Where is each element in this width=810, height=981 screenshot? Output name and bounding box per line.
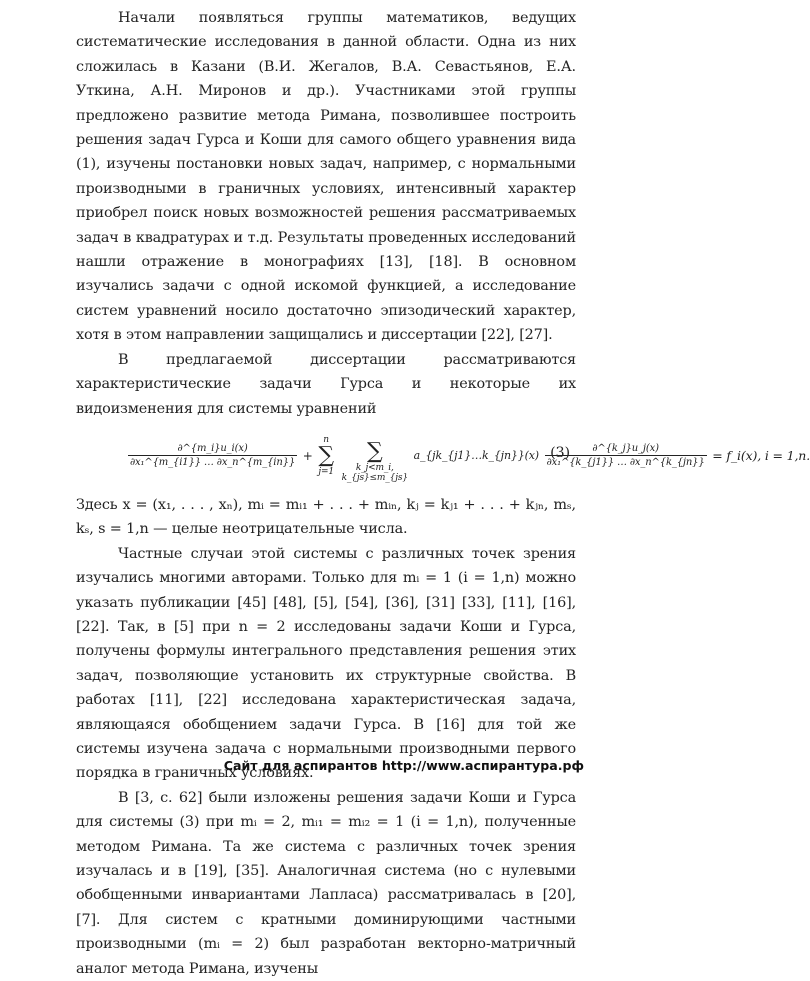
paragraph-2: В предлагаемой диссертации рассматриваются характеристические задачи Гурса и некоторые их видоизменения для системы уравнений [76,351,576,417]
fraction-rhs-denominator: ∂x₁^{k_{j1}} … ∂x_n^{k_{jn}} [546,457,705,469]
sum-k-lower-2: k_{js}≤m_{js} [341,472,408,483]
fraction-lhs-denominator: ∂x₁^{m_{i1}} … ∂x_n^{m_{in}} [130,457,296,469]
paragraph-4: Частные случаи этой системы с различных точек зрения изучались многими авторами. Только для mᵢ = 1 (i = 1,n) можно указать публикации [45] [48], [5], [54], [36], [31] [33], [11], [16], [22]. Так, в [5] при n = 2 исследованы задачи Коши и Гурса, получены формулы интегрального представления решения этих задач, позволяющие установить их структурные свойства. В работах [11], [22] исследована характеристическая задача, являющаяся обобщением задачи Гурса. В [16] для той же системы изучена задача с нормальными производными первого порядка в граничных условиях. [76,545,576,782]
fraction-lhs-numerator: ∂^{m_i}u_i(x) [128,442,297,456]
coefficient: a_{jk_{j1}…k_{jn}}(x) [413,448,539,462]
sum-j-lower: j=1 [318,466,334,477]
sigma-icon: ∑ [366,438,383,464]
sum-j-upper: n [323,434,329,445]
sum-k-lower-1: k_j<m_i, [355,462,394,473]
site-footer: Сайт для аспирантов http://www.аспирантура.рф [223,758,584,773]
fraction-lhs [128,442,297,469]
sum-k [341,438,408,483]
paragraph-5: В [3, с. 62] были изложены решения задачи Коши и Гурса для системы (3) при mᵢ = 2, mᵢ₁ = mᵢ₂ = 1 (i = 1,n), полученные методом Римана. Та же система с различных точек зрения изучалась и в [19], [35]. Аналогичная система (но с нулевыми обобщенными инвариантами Лапласа) рассматривалась в [20], [7]. Для систем с кратными доминирующими частными производными (mᵢ = 2) был разработан векторно-матричный аналог метода Римана, изучены [76,789,576,977]
equation-body [126,434,810,483]
equation-number: (3) [550,444,570,461]
equation-rhs: = f_i(x), i = 1,n. [712,447,810,463]
paragraph-3: Здесь x = (x₁, . . . , xₙ), mᵢ = mᵢ₁ + . . . + mᵢₙ, kⱼ = kⱼ₁ + . . . + kⱼₙ, mₛ, kₛ, s = 1,n — целые неотрицательные числа. [76,496,576,538]
paragraph-1: Начали появляться группы математиков, ведущих систематические исследования в данной области. Одна из них сложилась в Казани (В.И. Жегалов, В.А. Севастьянов, Е.А. Уткина, А.Н. Миронов и др.). Участниками этой группы предложено развитие метода Римана, позволившее построить решения задач Гурса и Коши для самого общего уравнения вида (1), изучены постановки новых задач, например, с нормальными производными в граничных условиях, интенсивный характер приобрел поиск новых возможностей решения рассматриваемых задач в квадратурах и т.д. Результаты проведенных исследований нашли отражение в монографиях [13], [18]. В основном изучались задачи с одной искомой функцией, а исследование систем уравнений носило достаточно эпизодический характер, хотя в этом направлении защищались и диссертации [22], [27]. [76,10,576,344]
sigma-icon: ∑ [318,442,334,468]
plus-sign: + [302,448,313,463]
fraction-rhs-numerator: ∂^{k_j}u_j(x) [545,442,707,456]
sum-j [318,435,334,477]
